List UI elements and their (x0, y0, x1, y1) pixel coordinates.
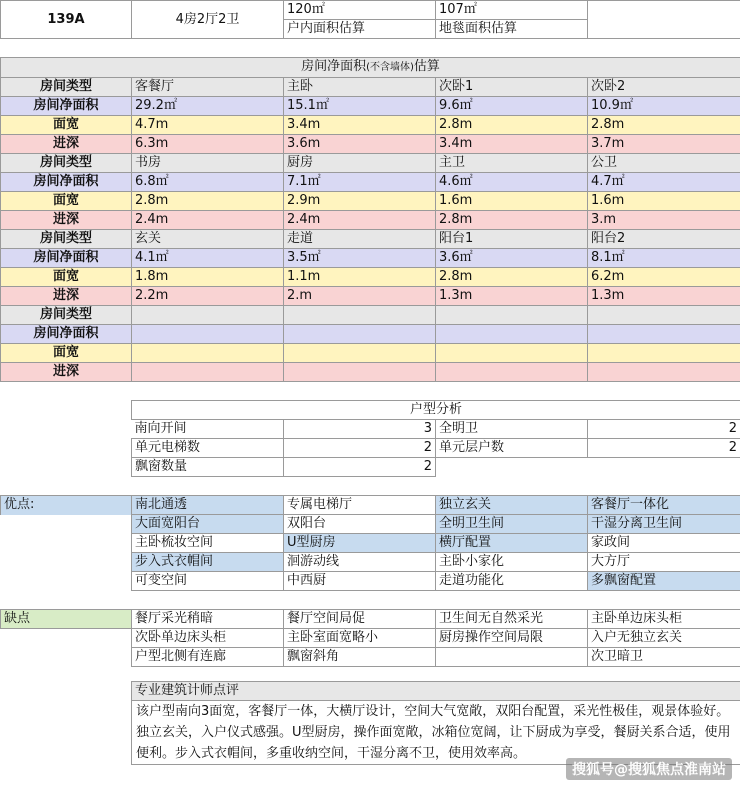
empty-cell (588, 344, 740, 363)
room-depth: 2.m (284, 287, 436, 306)
net-area-title-main: 房间净面积 (301, 59, 367, 74)
empty-cell (436, 306, 588, 325)
analysis-label: 南向开间 (132, 420, 284, 439)
room-name: 公卫 (588, 154, 740, 173)
pro-item: 客餐厅一体化 (588, 496, 740, 515)
row-label: 房间净面积 (1, 97, 132, 116)
room-width: 1.1m (284, 268, 436, 287)
empty-cell (132, 306, 284, 325)
pro-item: 洄游动线 (284, 553, 436, 572)
room-area: 15.1㎡ (284, 97, 436, 116)
room-area-row (1, 325, 740, 344)
pro-item: 大方厅 (588, 553, 740, 572)
pro-item: 步入式衣帽间 (132, 553, 284, 572)
empty-cell (588, 306, 740, 325)
row-label: 房间类型 (1, 230, 132, 249)
analysis-value: 3 (284, 420, 436, 439)
con-item: 卫生间无自然采光 (436, 610, 588, 629)
empty-cell (588, 363, 740, 382)
room-width: 2.8m (588, 116, 740, 135)
empty-cell (436, 344, 588, 363)
room-depth: 2.8m (436, 211, 588, 230)
room-area: 7.1㎡ (284, 173, 436, 192)
cons-row (1, 629, 740, 648)
row-label: 面宽 (1, 116, 132, 135)
empty-cell (132, 363, 284, 382)
room-type-row (1, 306, 740, 325)
empty-cell (132, 325, 284, 344)
unit-layout: 4房2厅2卫 (132, 1, 284, 39)
room-depth: 3.6m (284, 135, 436, 154)
pro-item: 大面宽阳台 (132, 515, 284, 534)
empty-cell (284, 306, 436, 325)
empty-cell (436, 325, 588, 344)
empty-cell (284, 325, 436, 344)
room-area: 4.1㎡ (132, 249, 284, 268)
row-label: 进深 (1, 135, 132, 154)
pro-item: 走道功能化 (436, 572, 588, 591)
room-name: 书房 (132, 154, 284, 173)
pros-row (1, 496, 740, 515)
room-width: 2.9m (284, 192, 436, 211)
pros-row (1, 572, 740, 591)
pro-item: 多飘窗配置 (588, 572, 740, 591)
room-name: 走道 (284, 230, 436, 249)
row-label: 面宽 (1, 268, 132, 287)
room-name: 客餐厅 (132, 78, 284, 97)
room-width-row (1, 268, 740, 287)
header-empty-cell (588, 1, 740, 39)
pro-item: 独立玄关 (436, 496, 588, 515)
carpet-area-value: 107㎡ (436, 1, 588, 20)
net-area-title-row (1, 58, 740, 78)
row-label: 房间类型 (1, 78, 132, 97)
net-area-title-note: (不含墙体) (366, 62, 414, 73)
spacer-row (1, 591, 740, 610)
analysis-row (1, 458, 740, 477)
spacer-row (1, 477, 740, 496)
room-area: 9.6㎡ (436, 97, 588, 116)
room-width-row (1, 344, 740, 363)
row-label: 进深 (1, 287, 132, 306)
room-depth: 3.4m (436, 135, 588, 154)
review-text: 该户型南向3面宽，客餐厅一体，大横厅设计，空间大气宽敞，双阳台配置，采光性极佳，观景体验好。独立玄关，入户仪式感强。U型厨房，操作面宽敞，冰箱位宽阔，让下厨成为享受，餐厨关系合适，使用便利。步入式衣帽间，多重收纳空间，干湿分离不卫，使用效率高。 (132, 701, 740, 765)
row-label: 房间类型 (1, 306, 132, 325)
room-depth: 1.3m (588, 287, 740, 306)
room-depth-row (1, 287, 740, 306)
analysis-label: 飘窗数量 (132, 458, 284, 477)
spacer-row (1, 667, 740, 682)
room-name: 主卧 (284, 78, 436, 97)
empty-cell (436, 363, 588, 382)
room-width: 1.6m (436, 192, 588, 211)
analysis-value: 2 (588, 439, 740, 458)
unit-code: 139A (1, 1, 132, 39)
cons-row (1, 610, 740, 629)
room-type-row (1, 78, 740, 97)
analysis-row (1, 439, 740, 458)
indoor-area-value: 120㎡ (284, 1, 436, 20)
indoor-area-label: 户内面积估算 (284, 20, 436, 39)
con-item: 户型北侧有连廊 (132, 648, 284, 667)
pros-row (1, 553, 740, 572)
analysis-value: 2 (588, 420, 740, 439)
spacer-row (1, 39, 740, 58)
pro-item: 中西厨 (284, 572, 436, 591)
analysis-label: 单元电梯数 (132, 439, 284, 458)
room-area: 3.6㎡ (436, 249, 588, 268)
pro-item: 横厅配置 (436, 534, 588, 553)
cons-label: 缺点 (1, 610, 132, 629)
con-item: 餐厅采光稍暗 (132, 610, 284, 629)
pros-row (1, 515, 740, 534)
room-width-row (1, 192, 740, 211)
analysis-title-row (1, 401, 740, 420)
con-item (436, 648, 588, 667)
room-width: 2.8m (132, 192, 284, 211)
pros-row (1, 534, 740, 553)
empty-cell (588, 325, 740, 344)
empty-cell (132, 344, 284, 363)
room-name: 玄关 (132, 230, 284, 249)
room-name: 阳台2 (588, 230, 740, 249)
room-name: 主卫 (436, 154, 588, 173)
room-name: 阳台1 (436, 230, 588, 249)
pro-item: 双阳台 (284, 515, 436, 534)
room-area-row (1, 173, 740, 192)
review-body-row (1, 701, 740, 765)
room-depth-row (1, 363, 740, 382)
analysis-title: 户型分析 (132, 401, 740, 420)
room-area: 3.5㎡ (284, 249, 436, 268)
room-width: 1.6m (588, 192, 740, 211)
room-depth: 3.7m (588, 135, 740, 154)
room-area: 4.6㎡ (436, 173, 588, 192)
row-label: 面宽 (1, 192, 132, 211)
watermark: 搜狐号@搜狐焦点淮南站 (566, 758, 732, 780)
pro-item: 主卧梳妆空间 (132, 534, 284, 553)
room-name: 厨房 (284, 154, 436, 173)
room-area: 29.2㎡ (132, 97, 284, 116)
room-area-row (1, 249, 740, 268)
empty-cell (284, 363, 436, 382)
con-item: 入户无独立玄关 (588, 629, 740, 648)
pros-label: 优点: (1, 496, 132, 515)
room-depth-row (1, 135, 740, 154)
room-width: 2.8m (436, 268, 588, 287)
row-label: 房间净面积 (1, 325, 132, 344)
pro-item: 可变空间 (132, 572, 284, 591)
net-area-title-tail: 估算 (413, 59, 440, 74)
carpet-area-label: 地毯面积估算 (436, 20, 588, 39)
analysis-row (1, 420, 740, 439)
room-depth: 3.m (588, 211, 740, 230)
room-depth: 2.4m (284, 211, 436, 230)
con-item: 飘窗斜角 (284, 648, 436, 667)
pro-item: 干湿分离卫生间 (588, 515, 740, 534)
room-depth: 2.4m (132, 211, 284, 230)
room-name: 次卧1 (436, 78, 588, 97)
spacer-row (1, 382, 740, 401)
room-area: 8.1㎡ (588, 249, 740, 268)
pro-item: 主卧小家化 (436, 553, 588, 572)
row-label: 房间类型 (1, 154, 132, 173)
pro-item: U型厨房 (284, 534, 436, 553)
analysis-value: 2 (284, 458, 436, 477)
room-area: 6.8㎡ (132, 173, 284, 192)
cons-row (1, 648, 740, 667)
row-label: 进深 (1, 363, 132, 382)
room-type-row (1, 154, 740, 173)
pro-item: 南北通透 (132, 496, 284, 515)
pro-item: 全明卫生间 (436, 515, 588, 534)
room-depth: 2.2m (132, 287, 284, 306)
review-title-row (1, 682, 740, 701)
room-width: 6.2m (588, 268, 740, 287)
pro-item: 专属电梯厅 (284, 496, 436, 515)
room-width: 4.7m (132, 116, 284, 135)
net-area-title (1, 58, 740, 78)
row-label: 面宽 (1, 344, 132, 363)
con-item: 厨房操作空间局限 (436, 629, 588, 648)
empty-cell (284, 344, 436, 363)
room-depth-row (1, 211, 740, 230)
room-name: 次卧2 (588, 78, 740, 97)
room-width: 3.4m (284, 116, 436, 135)
room-depth: 1.3m (436, 287, 588, 306)
con-item: 主卧室面宽略小 (284, 629, 436, 648)
review-title: 专业建筑计师点评 (132, 682, 740, 701)
con-item: 主卧单边床头柜 (588, 610, 740, 629)
room-width: 2.8m (436, 116, 588, 135)
room-area: 4.7㎡ (588, 173, 740, 192)
con-item: 次卧单边床头柜 (132, 629, 284, 648)
room-type-row (1, 230, 740, 249)
room-area: 10.9㎡ (588, 97, 740, 116)
header-row-1 (1, 1, 740, 20)
row-label: 房间净面积 (1, 173, 132, 192)
room-area-row (1, 97, 740, 116)
analysis-label: 全明卫 (436, 420, 588, 439)
pro-item: 家政间 (588, 534, 740, 553)
analysis-label: 单元层户数 (436, 439, 588, 458)
room-width-row (1, 116, 740, 135)
row-label: 房间净面积 (1, 249, 132, 268)
room-depth: 6.3m (132, 135, 284, 154)
analysis-value: 2 (284, 439, 436, 458)
con-item: 餐厅空间局促 (284, 610, 436, 629)
room-width: 1.8m (132, 268, 284, 287)
row-label: 进深 (1, 211, 132, 230)
con-item: 次卫暗卫 (588, 648, 740, 667)
